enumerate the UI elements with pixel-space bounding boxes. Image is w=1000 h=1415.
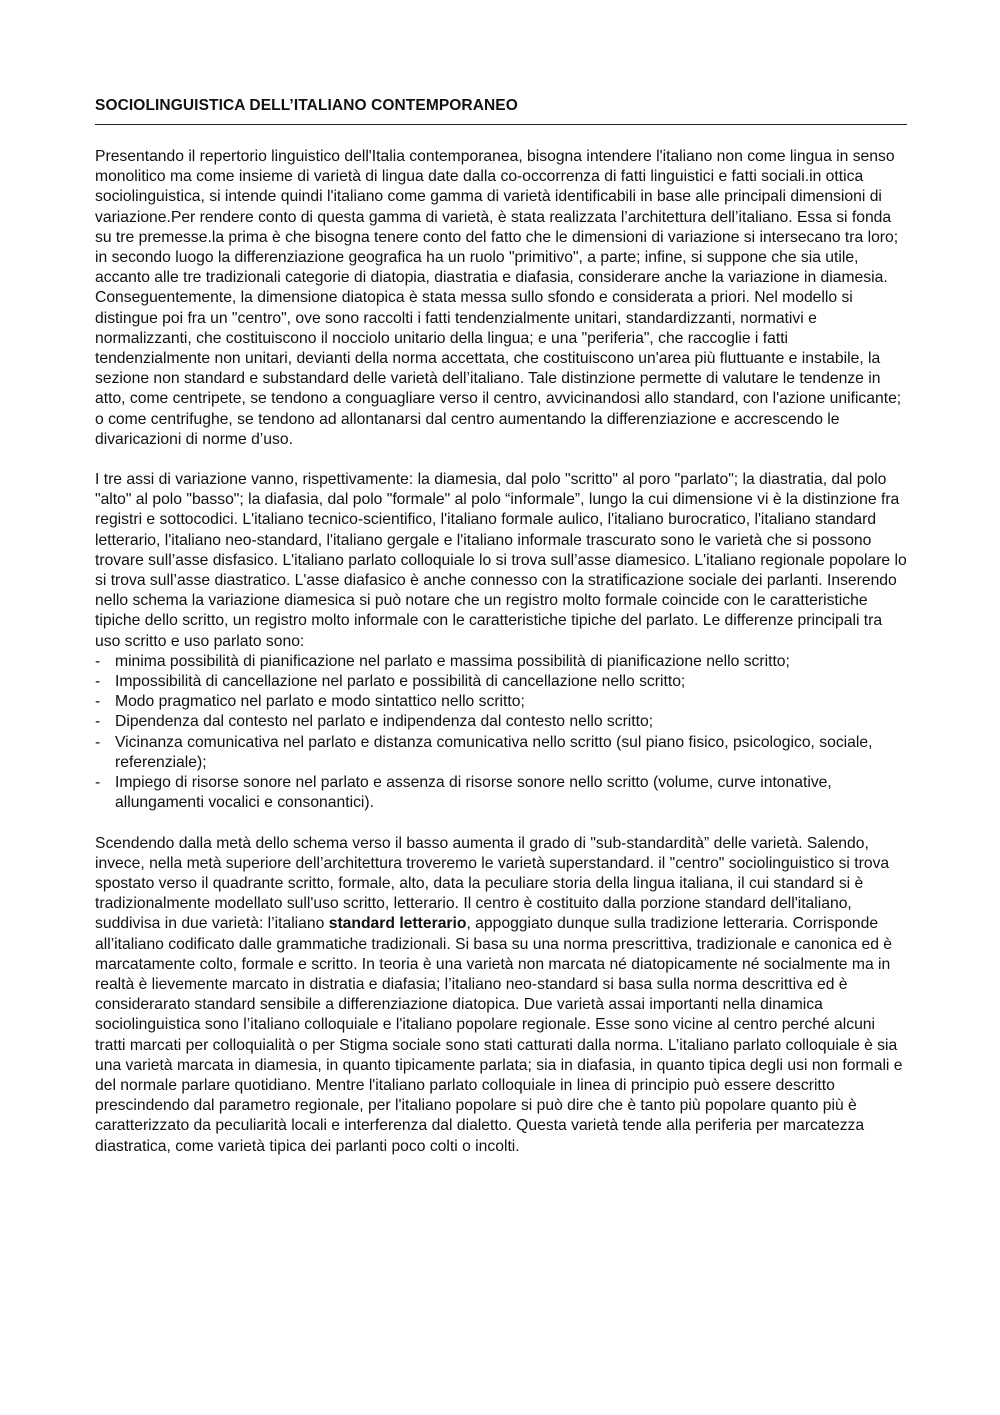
dash-bullet-icon: - (95, 733, 101, 751)
paragraph-standard-varieties (95, 834, 907, 1157)
written-spoken-differences-list (95, 652, 907, 814)
dash-bullet-icon: - (95, 713, 101, 731)
paragraph-architecture: Presentando il repertorio linguistico dell'Italia contemporanea, bisogna intendere l'italiano non come lingua in senso monolitico ma come insieme di varietà di lingua date dalla co-occorrenza di fatti linguistici e fatti sociali.in ottica sociolinguistica, si intende quindi l'italiano come gamma di varietà identificabili in base alle principali dimensioni di variazione.Per rendere conto di questa gamma di varietà, è stata realizzata l’architettura dell’italiano. Essa si fonda su tre premesse.la prima è che bisogna tenere conto del fatto che le dimensioni di variazione si intersecano tra loro; in secondo luogo la differenziazione geografica ha un ruolo "primitivo", a parte; infine, si suppone che sia utile, accanto alle tre tradizionali categorie di diatopia, diastratia e diafasia, considerare anche la variazione in diamesia. Conseguentemente, la dimensione diatopica è stata messa sullo sfondo e considerata a priori. Nel modello si distingue poi fra un "centro", ove sono raccolti i fatti tendenzialmente unitari, standardizzanti, normativi e normalizzanti, che costituiscono il nocciolo unitario della lingua; e una "periferia", che raccoglie i fatti tendenzialmente non unitari, devianti della norma accettata, che costituiscono un'area più fluttuante e instabile, la sezione non standard e substandard delle varietà dell’italiano. Tale distinzione permette di valutare le tendenze in atto, come centripete, se tendono a conguagliare verso il centro, avvicinandosi allo standard, con l'azione unificante; o come centrifughe, se tendono ad allontanarsi dal centro aumentando la differenziazione e accrescendo le divaricazioni di norme d’uso. (95, 148, 902, 448)
list-item-text: Impossibilità di cancellazione nel parlato e possibilità di cancellazione nello scritto; (115, 673, 686, 691)
paragraph-text: , appoggiato dunque sulla tradizione letteraria. Corrisponde all’italiano codificato dalle grammatiche tradizionali. Si basa su una norma prescrittiva, tradizionale e canonica ed è marcatamente colto, formale e scritto. In teoria è una varietà non marcata né diatopicamente né socialmente ma in realtà è lievemente marcato in distratia e diafasia; l’italiano neo-standard si basa sulla norma descrittiva ed è considerarato standard sensibile a differenziazione diatopica. Due varietà assai importanti nella dinamica sociolinguistica sono l’italiano colloquiale e l'italiano popolare regionale. Esse sono vicine al centro perché alcuni tratti marcati per colloquialità o per Stigma sociale sono stati catturati dalla norma. L’italiano parlato colloquiale è sia una varietà marcata in diamesia, in quanto tipicamente parlata; sia in diafasia, in quanto tipica degli usi non formali e del normale parlare quotidiano. Mentre l'italiano parlato colloquiale in linea di principio può essere descritto prescindendo dal parametro regionale, per l'italiano popolare si può dire che è tanto più popolare quanto più è caratterizzato da peculiarità locali e interferenza dal dialetto. Questa varietà tende alla periferia per marcatezza diastratica, come varietà tipica dei parlanti poco colti o incolti. (95, 915, 903, 1155)
list-item-text: Modo pragmatico nel parlato e modo sintattico nello scritto; (115, 693, 525, 711)
list-item-text: Vicinanza comunicativa nel parlato e distanza comunicativa nello scritto (sul piano fisico, psicologico, sociale, referenziale); (115, 733, 873, 771)
list-item-text: minima possibilità di pianificazione nel parlato e massima possibilità di pianificazione nello scritto; (115, 652, 790, 670)
list-item (95, 733, 907, 773)
paragraph-variation-axes: I tre assi di variazione vanno, rispettivamente: la diamesia, dal polo "scritto" al poro "parlato"; la diastratia, dal polo "alto" al polo "basso"; la diafasia, dal polo "formale" al polo “informale”, lungo la cui dimensione vi è la distinzione fra registri e sottocodici. L'italiano tecnico-scientifico, l'italiano formale aulico, l'italiano burocratico, l'italiano standard letterario, l'italiano neo-standard, l'italiano gergale e l'italiano informale trascurato sono le varietà che si possono trovare sull’asse disfasico. L'italiano parlato colloquiale lo si trova sull’asse diamesico. L'italiano regionale popolare lo si trova sull’asse diastratico. L'asse diafasico è anche connesso con la stratificazione sociale dei parlanti. Inserendo nello schema la variazione diamesica si può notare che un registro molto formale coincide con le caratteristiche tipiche dello scritto, un registro molto informale con le caratteristiche tipiche del parlato. Le differenze principali tra uso scritto e uso parlato sono: (95, 471, 907, 650)
paragraph-text: Scendendo dalla metà dello schema verso il basso aumenta il grado di "sub-standardità” delle varietà. Salendo, invece, nella metà superiore dell’architettura troveremo le varietà superstandard. il "centro" sociolinguistico si trova spostato verso il quadrante scritto, formale, alto, data la peculiare storia della lingua italiana, il cui standard si è tradizionalmente modellato sull'uso scritto, letterario. Il centro è costituito dalla porzione standard dell'italiano, suddivisa in due varietà: l’italiano (95, 834, 890, 933)
list-item (95, 672, 907, 692)
list-item (95, 712, 907, 732)
document-title: SOCIOLINGUISTICA DELL’ITALIANO CONTEMPORANEO (95, 96, 907, 125)
list-item (95, 652, 907, 672)
list-item (95, 692, 907, 712)
dash-bullet-icon: - (95, 774, 101, 792)
list-item (95, 773, 907, 813)
list-item-text: Dipendenza dal contesto nel parlato e indipendenza dal contesto nello scritto; (115, 713, 654, 731)
document-page (95, 96, 907, 1157)
bold-term-standard-letterario: standard letterario (328, 915, 467, 933)
list-item-text: Impiego di risorse sonore nel parlato e assenza di risorse sonore nello scritto (volume, curve intonative, allungamenti vocalici e consonantici). (115, 774, 832, 812)
dash-bullet-icon: - (95, 652, 101, 670)
dash-bullet-icon: - (95, 673, 101, 691)
dash-bullet-icon: - (95, 693, 101, 711)
